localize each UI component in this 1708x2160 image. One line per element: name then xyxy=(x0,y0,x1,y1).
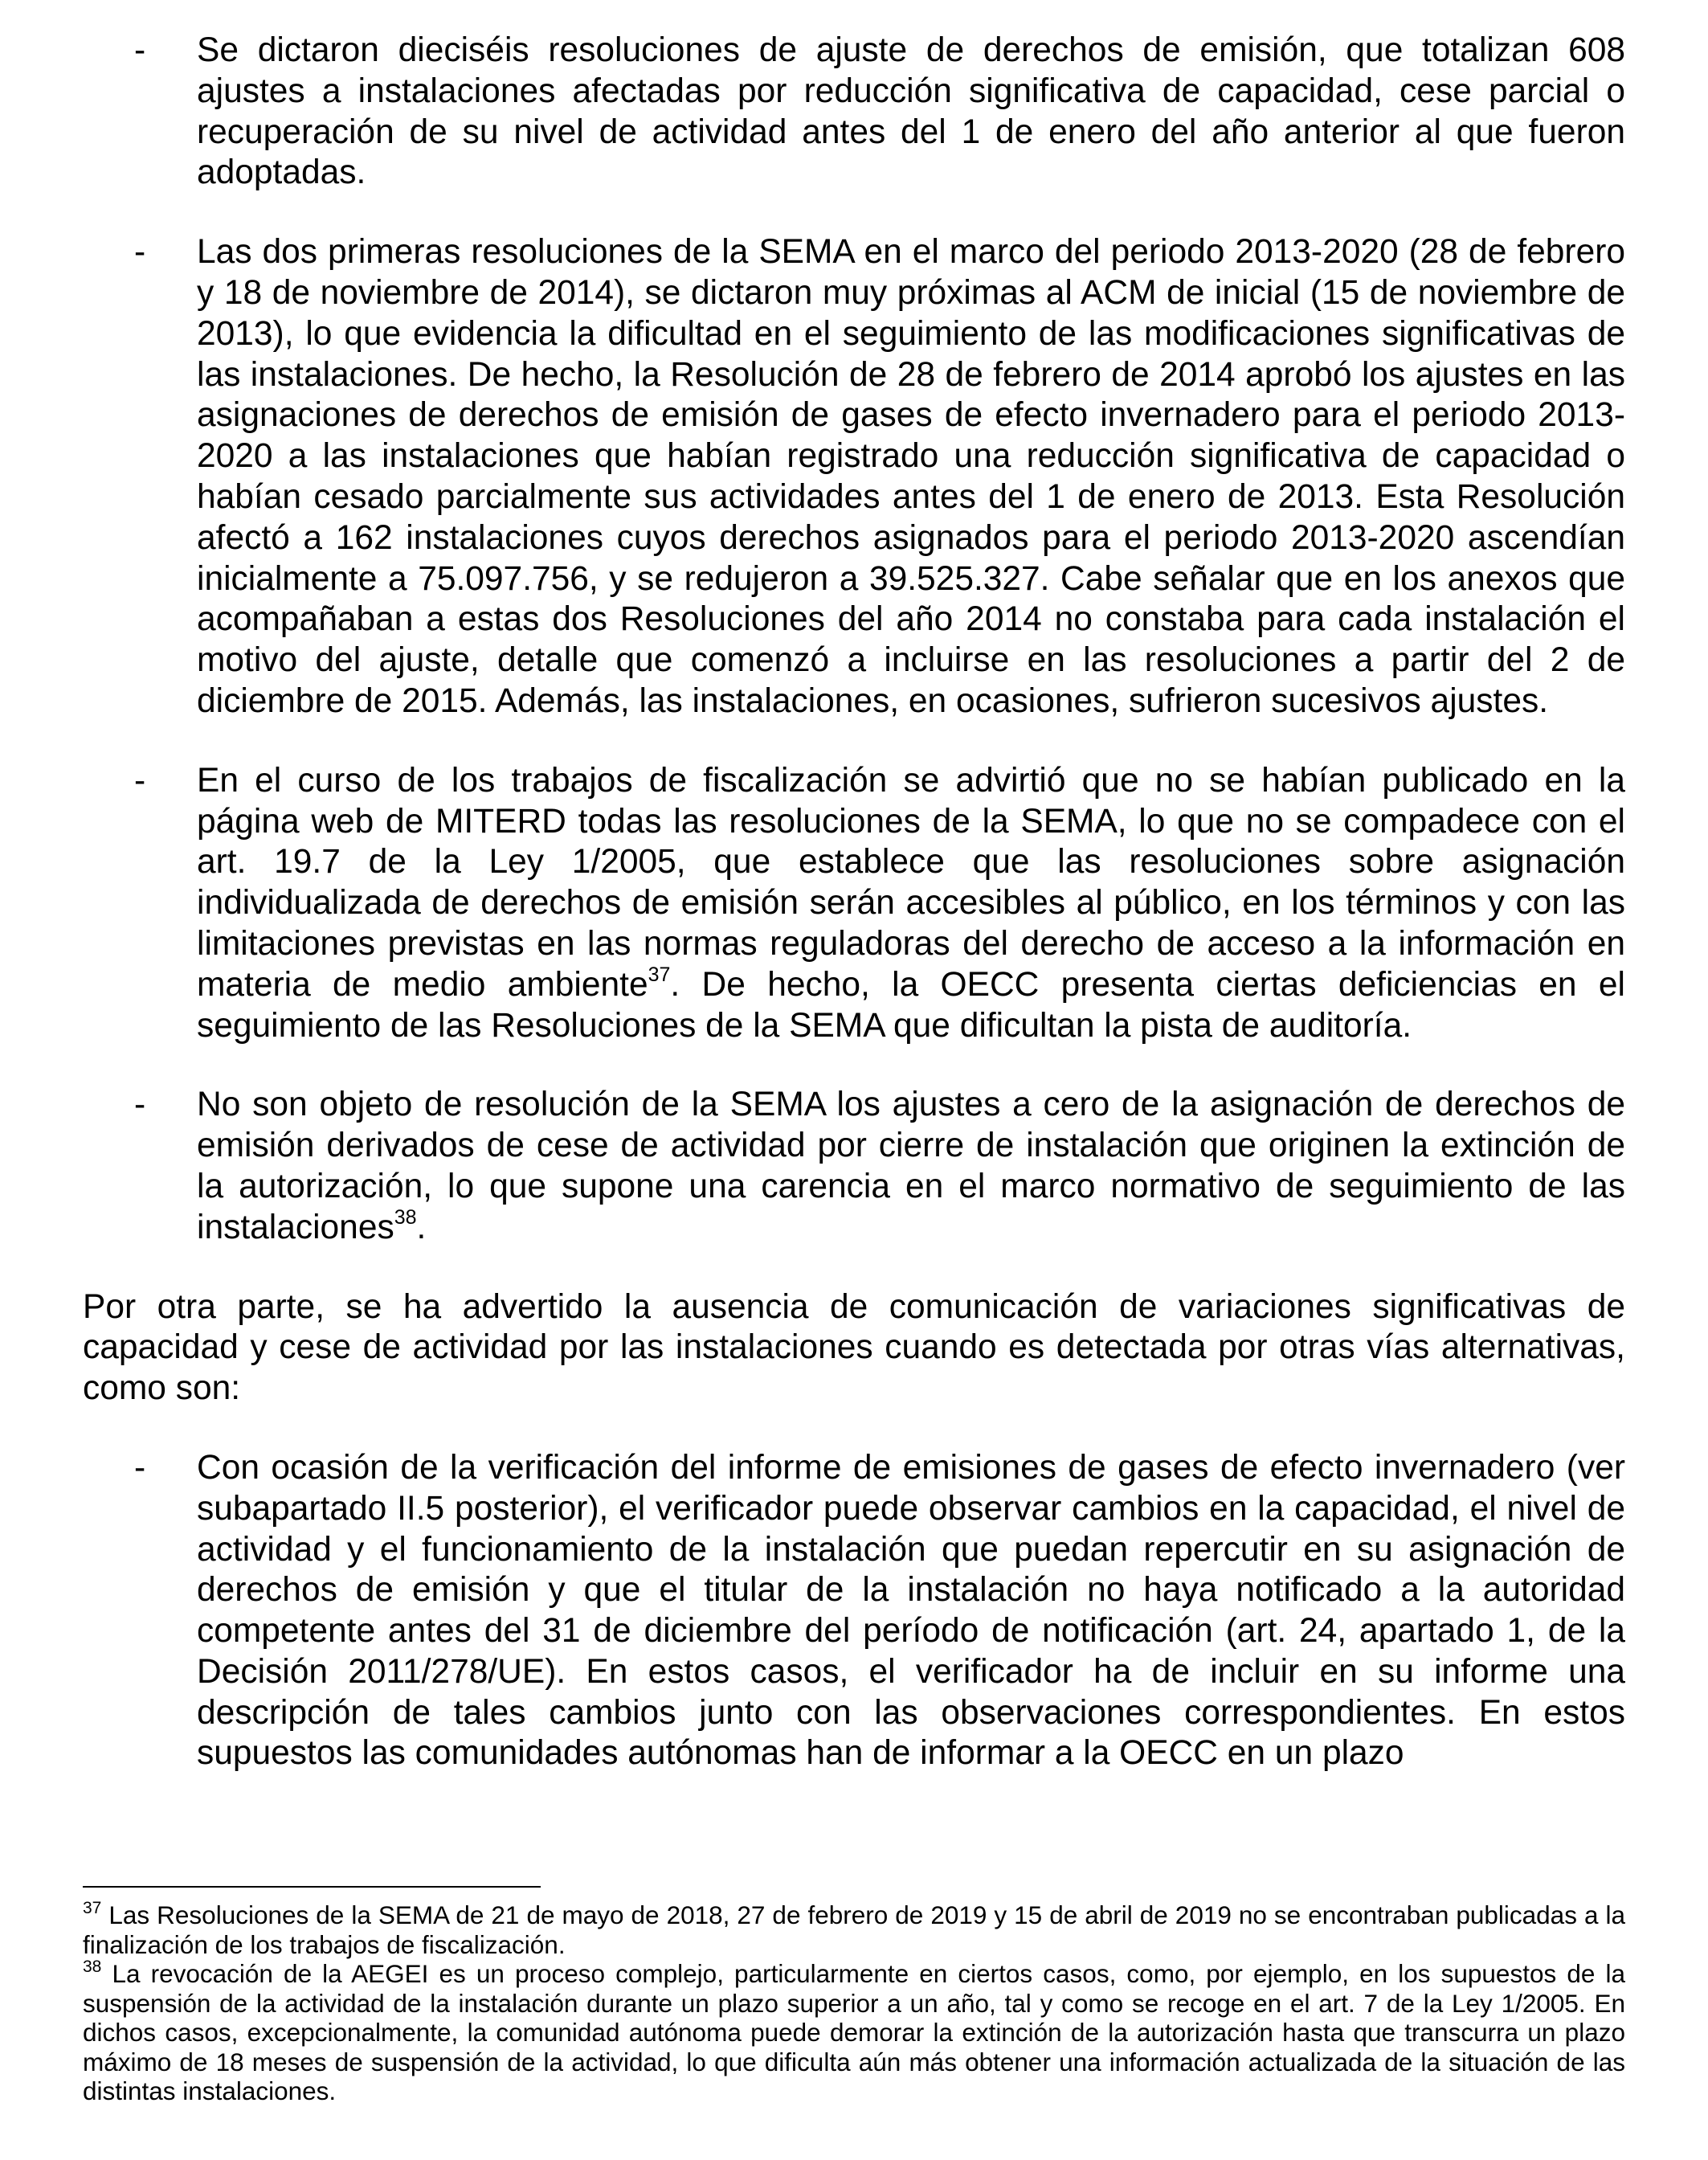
list-item xyxy=(83,761,1625,1047)
list-item-text-continued: . xyxy=(416,1208,427,1246)
list-bullet: - xyxy=(134,761,146,800)
list-item-text: No son objeto de resolución de la SEMA los ajustes a cero de la asignación de derechos de emisión derivados de cese de actividad por cierre de instalación que originen la extinción de la autorización, lo que supone una carencia en el marco normativo de seguimiento de las instalaciones xyxy=(197,1086,1625,1246)
list-item-text: Las dos primeras resoluciones de la SEMA en el marco del periodo 2013-2020 (28 de febrero y 18 de noviembre de 2014), se dictaron muy próximas al ACM de inicial (15 de noviembre de 2013), lo que evidencia la dificultad en el seguimiento de las modificaciones significativas de las instalaciones. De hecho, la Resolución de 28 de febrero de 2014 aprobó los ajustes en las asignaciones de derechos de emisión de gases de efecto invernadero para el periodo 2013-2020 a las instalaciones que habían registrado una reducción significativa de capacidad o habían cesado parcialmente sus actividades antes del 1 de enero de 2013. Esta Resolución afectó a 162 instalaciones cuyos derechos asignados para el periodo 2013-2020 ascendían inicialmente a 75.097.756, y se redujeron a 39.525.327. Cabe señalar que en los anexos que acompañaban a estas dos Resoluciones del año 2014 no constaba para cada instalación el motivo del ajuste, detalle que comenzó a incluirse en las resoluciones a partir del 2 de diciembre de 2015. Además, las instalaciones, en ocasiones, sufrieron sucesivos ajustes. xyxy=(197,233,1625,720)
list-item xyxy=(83,1085,1625,1248)
list-bullet: - xyxy=(134,1086,146,1124)
list-item-text-continued: . De hecho, la OECC presenta ciertas deficiencias en el seguimiento de las Resoluciones de la SEMA que dificultan la pista de auditoría. xyxy=(197,965,1625,1045)
list-item-text: Se dictaron dieciséis resoluciones de ajuste de derechos de emisión, que totalizan 608 ajustes a instalaciones afectadas por reducción significativa de capacidad, cese parcial o recuperación de su nivel de actividad antes del 1 de enero del año anterior al que fueron adoptadas. xyxy=(197,31,1625,192)
footnote-number: 37 xyxy=(83,1899,102,1917)
list-item-text: Con ocasión de la verificación del informe de emisiones de gases de efecto invernadero (ver subapartado II.5 posterior), el verificador puede observar cambios en la capacidad, el nivel de actividad y el funcionamiento de la instalación que puedan repercutir en su asignación de derechos de emisión y que el titular de la instalación no haya notificado a la autoridad competente antes del 31 de diciembre del período de notificación (art. 24, apartado 1, de la Decisión 2011/278/UE). En estos casos, el verificador ha de incluir en su informe una descripción de tales cambios junto con las observaciones correspondientes. En estos supuestos las comunidades autónomas han de informar a la OECC en un plazo xyxy=(197,1448,1625,1773)
footnote-number: 38 xyxy=(83,1958,102,1976)
footnote-text: La revocación de la AEGEI es un proceso complejo, particularmente en ciertos casos, como, por ejemplo, en los supuestos de la suspensión de la actividad de la instalación durante un plazo superior a un año, tal y como se recoge en el art. 7 de la Ley 1/2005. En dichos casos, excepcionalmente, la comunidad autónoma puede demorar la extinción de la autorización hasta que transcurra un plazo máximo de 18 meses de suspensión de la actividad, lo que dificulta aún más obtener una información actualizada de la situación de las distintas instalaciones. xyxy=(83,1959,1625,2105)
body-paragraph: Por otra parte, se ha advertido la ausencia de comunicación de variaciones significativas de capacidad y cese de actividad por las instalaciones cuando es detectada por otras vías alternativas, como son: xyxy=(83,1287,1625,1408)
list-bullet: - xyxy=(134,233,146,272)
footnotes xyxy=(83,1900,1625,2106)
footnote-separator xyxy=(83,1886,541,1888)
footnote-reference-37[interactable]: 37 xyxy=(648,963,671,986)
footnote-text: Las Resoluciones de la SEMA de 21 de mayo de 2018, 27 de febrero de 2019 y 15 de abril de 2019 no se encontraban publicadas a la finalización de los trabajos de fiscalización. xyxy=(83,1900,1625,1959)
list-bullet: - xyxy=(134,1448,146,1487)
main-text xyxy=(83,31,1625,1813)
list-bullet: - xyxy=(134,31,146,69)
list-item xyxy=(83,31,1625,194)
list-item xyxy=(83,232,1625,722)
footnote-reference-38[interactable]: 38 xyxy=(394,1205,417,1229)
footnote-37 xyxy=(83,1900,1625,1959)
footnote-38 xyxy=(83,1959,1625,2106)
list-item xyxy=(83,1448,1625,1774)
list-item-text: En el curso de los trabajos de fiscalización se advirtió que no se habían publicado en la página web de MITERD todas las resoluciones de la SEMA, lo que no se compadece con el art. 19.7 de la Ley 1/2005, que establece que las resoluciones sobre asignación individualizada de derechos de emisión serán accesibles al público, en los términos y con las limitaciones previstas en las normas reguladoras del derecho de acceso a la información en materia de medio ambiente xyxy=(197,761,1625,1004)
